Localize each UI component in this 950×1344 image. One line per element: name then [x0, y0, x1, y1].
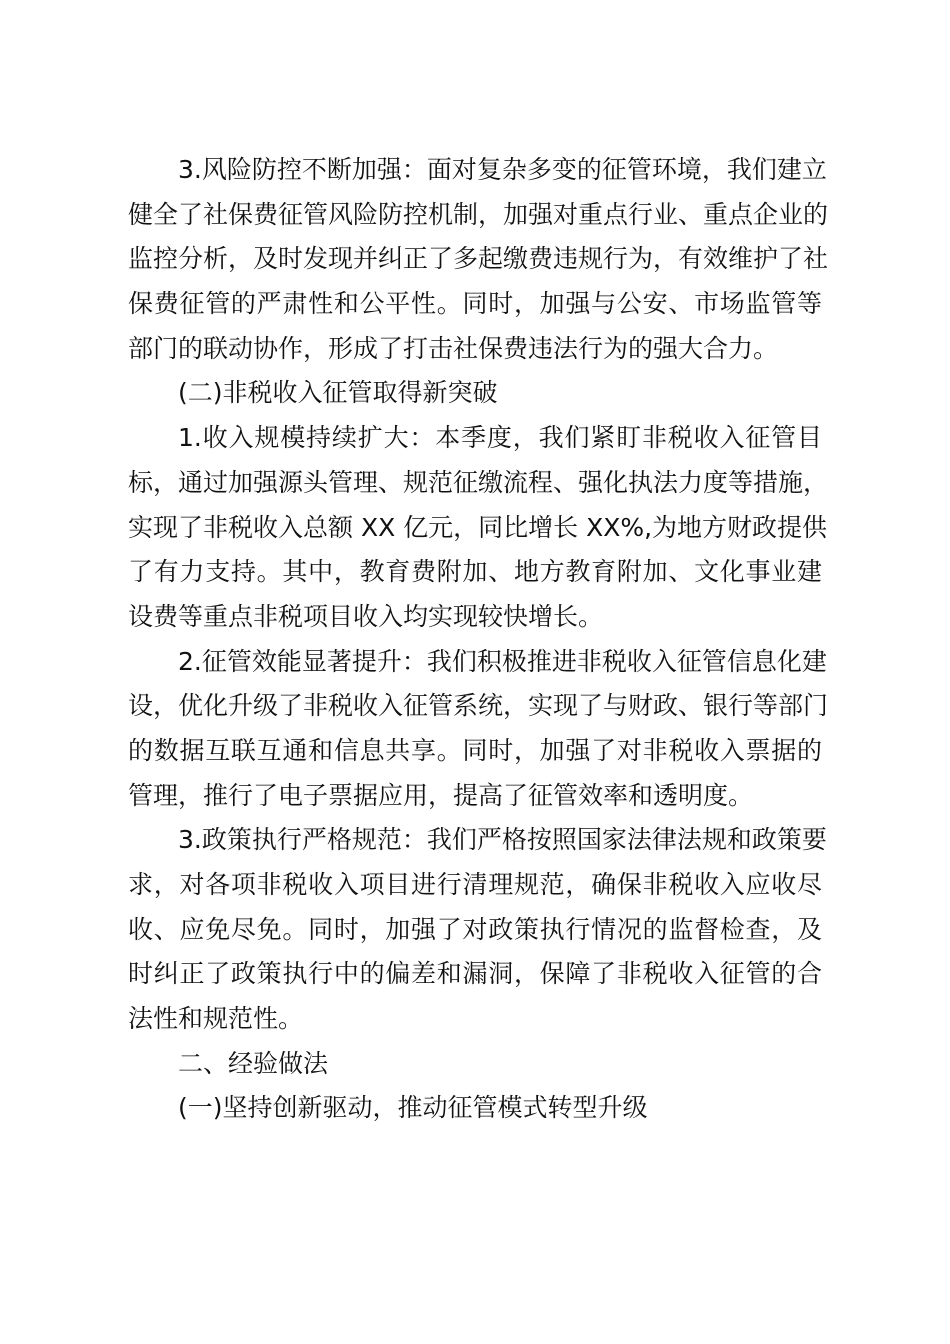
paragraph-efficiency-line-2: 设，优化升级了非税收入征管系统，实现了与财政、银行等部门: [128, 691, 829, 721]
subsection-heading-innovation: (一)坚持创新驱动，推动征管模式转型升级: [178, 1093, 648, 1123]
paragraph-risk-control-line-5: 部门的联动协作，形成了打击社保费违法行为的强大合力。: [128, 333, 779, 363]
paragraph-policy-line-2: 求，对各项非税收入项目进行清理规范，确保非税收入应收尽: [128, 870, 822, 899]
paragraph-revenue-scale-line-3: 实现了非税收入总额 XX 亿元，同比增长 XX%,为地方财政提供: [128, 512, 828, 542]
paragraph-efficiency-line-1: 2.征管效能显著提升：我们积极推进非税收入征管信息化建: [178, 646, 827, 676]
paragraph-revenue-scale-line-1: 1.收入规模持续扩大：本季度，我们紧盯非税收入征管目: [178, 423, 822, 453]
paragraph-risk-control-line-1: 3.风险防控不断加强：面对复杂多变的征管环境，我们建立: [178, 155, 827, 184]
paragraph-risk-control-line-2: 健全了社保费征管风险防控机制，加强对重点行业、重点企业的: [128, 199, 829, 229]
paragraph-revenue-scale-line-2: 标，通过加强源头管理、规范征缴流程、强化执法力度等措施，: [128, 467, 829, 497]
paragraph-policy-line-1: 3.政策执行严格规范：我们严格按照国家法律法规和政策要: [178, 825, 827, 855]
paragraph-revenue-scale-line-5: 设费等重点非税项目收入均实现较快增长。: [128, 601, 604, 631]
paragraph-efficiency-line-4: 管理，推行了电子票据应用，提高了征管效率和透明度。: [128, 780, 754, 810]
document-body: [128, 148, 829, 1131]
paragraph-policy-line-3: 收、应免尽免。同时，加强了对政策执行情况的监督检查，及: [128, 914, 822, 944]
paragraph-policy-line-5: 法性和规范性。: [128, 1004, 304, 1034]
paragraph-revenue-scale-line-4: 了有力支持。其中，教育费附加、地方教育附加、文化事业建: [128, 557, 822, 587]
section-heading-experience: 二、经验做法: [178, 1048, 329, 1078]
paragraph-efficiency-line-3: 的数据互联互通和信息共享。同时，加强了对非税收入票据的: [128, 735, 822, 765]
paragraph-risk-control-line-4: 保费征管的严肃性和公平性。同时，加强与公安、市场监管等: [128, 289, 822, 319]
section-heading-non-tax: (二)非税收入征管取得新突破: [178, 378, 498, 408]
paragraph-risk-control-line-3: 监控分析，及时发现并纠正了多起缴费违规行为，有效维护了社: [128, 244, 829, 274]
paragraph-policy-line-4: 时纠正了政策执行中的偏差和漏洞，保障了非税收入征管的合: [128, 959, 822, 989]
